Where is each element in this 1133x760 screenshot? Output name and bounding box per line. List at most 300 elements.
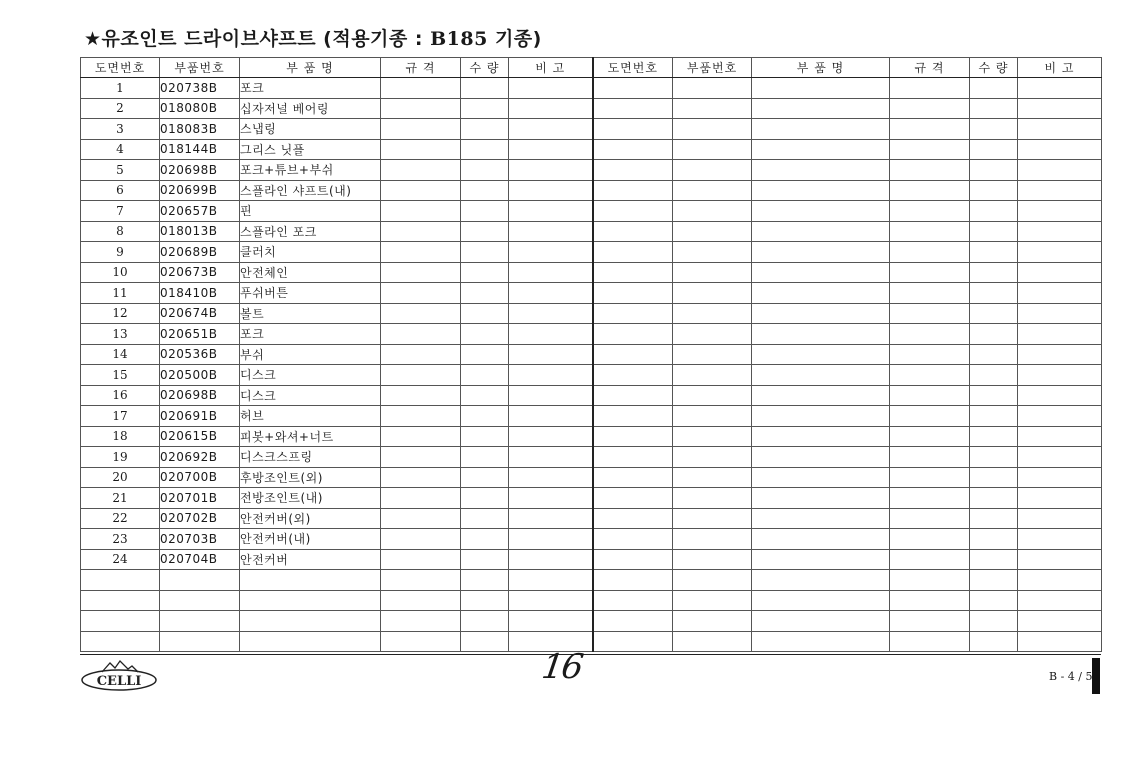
row-remarks — [509, 365, 593, 386]
row-spec-right — [890, 365, 970, 386]
row-part-name-right — [752, 467, 890, 488]
header-drawing-no: 도면번호 — [81, 58, 160, 78]
row-part-no: 020673B — [160, 262, 240, 283]
row-part-name-right — [752, 426, 890, 447]
table-row — [81, 98, 1102, 119]
row-spec-right — [890, 344, 970, 365]
row-drawing-no-right — [593, 242, 673, 263]
row-drawing-no: 5 — [81, 160, 160, 181]
row-part-no — [160, 631, 240, 652]
row-part-no-right — [673, 631, 752, 652]
row-spec-right — [890, 262, 970, 283]
row-spec-right — [890, 488, 970, 509]
row-quantity — [461, 549, 509, 570]
row-remarks-right — [1018, 262, 1102, 283]
row-drawing-no: 3 — [81, 119, 160, 140]
row-remarks — [509, 570, 593, 591]
row-spec-right — [890, 611, 970, 632]
row-drawing-no: 4 — [81, 139, 160, 160]
row-drawing-no: 1 — [81, 78, 160, 99]
row-drawing-no-right — [593, 78, 673, 99]
row-part-name: 후방조인트(외) — [240, 467, 381, 488]
table-row — [81, 139, 1102, 160]
row-part-no-right — [673, 447, 752, 468]
row-quantity — [461, 139, 509, 160]
row-remarks — [509, 262, 593, 283]
row-part-name: 디스크 — [240, 385, 381, 406]
row-remarks-right — [1018, 385, 1102, 406]
row-part-no — [160, 590, 240, 611]
row-part-no-right — [673, 508, 752, 529]
row-drawing-no-right — [593, 467, 673, 488]
row-drawing-no: 6 — [81, 180, 160, 201]
title-suffix: 기종) — [487, 28, 542, 50]
header-quantity-right: 수 량 — [970, 58, 1018, 78]
row-drawing-no-right — [593, 98, 673, 119]
row-remarks — [509, 242, 593, 263]
row-remarks — [509, 221, 593, 242]
row-quantity-right — [970, 262, 1018, 283]
row-part-name: 클러치 — [240, 242, 381, 263]
row-drawing-no-right — [593, 611, 673, 632]
row-spec-right — [890, 529, 970, 550]
row-spec — [381, 467, 461, 488]
row-remarks — [509, 283, 593, 304]
row-spec — [381, 180, 461, 201]
row-part-name-right — [752, 283, 890, 304]
row-spec — [381, 488, 461, 509]
row-remarks-right — [1018, 447, 1102, 468]
row-quantity-right — [970, 406, 1018, 427]
row-part-name-right — [752, 221, 890, 242]
page-reference: B - 4 / 5 — [1049, 670, 1093, 683]
row-spec — [381, 283, 461, 304]
row-part-name: 스플라인 샤프트(내) — [240, 180, 381, 201]
row-remarks-right — [1018, 139, 1102, 160]
row-remarks — [509, 119, 593, 140]
header-part-no: 부품번호 — [160, 58, 240, 78]
row-part-no-right — [673, 385, 752, 406]
row-part-no-right — [673, 201, 752, 222]
row-part-no: 020651B — [160, 324, 240, 345]
row-drawing-no-right — [593, 201, 673, 222]
row-remarks-right — [1018, 283, 1102, 304]
row-quantity-right — [970, 221, 1018, 242]
header-part-name-right: 부 품 명 — [752, 58, 890, 78]
row-part-name-right — [752, 570, 890, 591]
row-part-name — [240, 611, 381, 632]
row-quantity — [461, 426, 509, 447]
row-remarks — [509, 139, 593, 160]
row-part-name: 핀 — [240, 201, 381, 222]
row-drawing-no: 23 — [81, 529, 160, 550]
row-spec-right — [890, 549, 970, 570]
row-drawing-no-right — [593, 303, 673, 324]
row-part-no-right — [673, 549, 752, 570]
row-spec — [381, 611, 461, 632]
row-drawing-no: 20 — [81, 467, 160, 488]
row-spec-right — [890, 78, 970, 99]
row-spec-right — [890, 570, 970, 591]
row-remarks-right — [1018, 221, 1102, 242]
row-part-no-right — [673, 119, 752, 140]
row-part-no-right — [673, 78, 752, 99]
row-remarks-right — [1018, 365, 1102, 386]
row-part-no: 018080B — [160, 98, 240, 119]
row-part-name: 안전커버(외) — [240, 508, 381, 529]
row-quantity — [461, 385, 509, 406]
table-row — [81, 549, 1102, 570]
row-remarks-right — [1018, 406, 1102, 427]
row-remarks — [509, 426, 593, 447]
row-remarks — [509, 201, 593, 222]
row-part-no: 020698B — [160, 160, 240, 181]
row-drawing-no: 13 — [81, 324, 160, 345]
row-remarks — [509, 180, 593, 201]
row-quantity — [461, 242, 509, 263]
row-spec-right — [890, 221, 970, 242]
table-row — [81, 283, 1102, 304]
row-quantity-right — [970, 242, 1018, 263]
table-row — [81, 119, 1102, 140]
row-drawing-no-right — [593, 549, 673, 570]
row-remarks-right — [1018, 508, 1102, 529]
row-part-no-right — [673, 283, 752, 304]
row-drawing-no — [81, 631, 160, 652]
row-spec — [381, 242, 461, 263]
table-row — [81, 426, 1102, 447]
table-row — [81, 488, 1102, 509]
row-part-no-right — [673, 406, 752, 427]
row-drawing-no-right — [593, 283, 673, 304]
row-remarks-right — [1018, 324, 1102, 345]
row-quantity-right — [970, 631, 1018, 652]
row-part-name-right — [752, 488, 890, 509]
table-row — [81, 406, 1102, 427]
handwritten-page-number: 16 — [539, 647, 585, 687]
row-part-name-right — [752, 303, 890, 324]
row-part-no: 020674B — [160, 303, 240, 324]
row-part-name: 안전커버(내) — [240, 529, 381, 550]
row-spec — [381, 201, 461, 222]
row-spec — [381, 447, 461, 468]
row-quantity-right — [970, 180, 1018, 201]
row-spec-right — [890, 303, 970, 324]
table-row — [81, 570, 1102, 591]
row-quantity — [461, 611, 509, 632]
parts-table — [80, 57, 1102, 652]
row-part-name-right — [752, 631, 890, 652]
row-quantity-right — [970, 201, 1018, 222]
row-quantity — [461, 221, 509, 242]
row-drawing-no: 15 — [81, 365, 160, 386]
table-row — [81, 508, 1102, 529]
row-quantity — [461, 406, 509, 427]
header-spec: 규 격 — [381, 58, 461, 78]
row-quantity-right — [970, 119, 1018, 140]
row-quantity — [461, 631, 509, 652]
row-part-name-right — [752, 262, 890, 283]
table-row — [81, 590, 1102, 611]
row-drawing-no: 10 — [81, 262, 160, 283]
row-part-name: 디스크 — [240, 365, 381, 386]
row-drawing-no-right — [593, 221, 673, 242]
row-remarks — [509, 488, 593, 509]
row-remarks-right — [1018, 570, 1102, 591]
table-row — [81, 160, 1102, 181]
row-spec-right — [890, 180, 970, 201]
row-quantity-right — [970, 344, 1018, 365]
row-spec — [381, 631, 461, 652]
row-spec-right — [890, 508, 970, 529]
row-spec-right — [890, 590, 970, 611]
row-quantity-right — [970, 529, 1018, 550]
row-drawing-no: 9 — [81, 242, 160, 263]
row-drawing-no — [81, 590, 160, 611]
row-part-name: 포크 — [240, 324, 381, 345]
row-spec — [381, 529, 461, 550]
row-spec-right — [890, 201, 970, 222]
row-remarks-right — [1018, 344, 1102, 365]
row-remarks — [509, 549, 593, 570]
row-drawing-no-right — [593, 385, 673, 406]
row-part-name: 푸쉬버튼 — [240, 283, 381, 304]
row-part-no: 020691B — [160, 406, 240, 427]
row-quantity-right — [970, 139, 1018, 160]
row-part-no: 020701B — [160, 488, 240, 509]
row-drawing-no-right — [593, 488, 673, 509]
row-part-name — [240, 570, 381, 591]
row-spec — [381, 406, 461, 427]
row-spec — [381, 549, 461, 570]
row-drawing-no-right — [593, 160, 673, 181]
table-row — [81, 344, 1102, 365]
row-drawing-no: 7 — [81, 201, 160, 222]
row-remarks — [509, 611, 593, 632]
row-drawing-no-right — [593, 590, 673, 611]
row-spec — [381, 365, 461, 386]
row-quantity — [461, 78, 509, 99]
row-remarks — [509, 447, 593, 468]
row-remarks-right — [1018, 467, 1102, 488]
row-part-no — [160, 570, 240, 591]
row-drawing-no-right — [593, 344, 673, 365]
row-quantity — [461, 201, 509, 222]
row-part-no-right — [673, 180, 752, 201]
row-spec — [381, 139, 461, 160]
row-part-name: 디스크스프링 — [240, 447, 381, 468]
table-row — [81, 631, 1102, 652]
title-model: B185 — [430, 28, 488, 50]
table-row — [81, 201, 1102, 222]
row-remarks-right — [1018, 160, 1102, 181]
row-part-name: 볼트 — [240, 303, 381, 324]
row-remarks-right — [1018, 488, 1102, 509]
row-drawing-no: 16 — [81, 385, 160, 406]
row-drawing-no: 11 — [81, 283, 160, 304]
row-spec — [381, 508, 461, 529]
row-drawing-no-right — [593, 365, 673, 386]
row-quantity — [461, 283, 509, 304]
row-quantity — [461, 508, 509, 529]
header-part-no-right: 부품번호 — [673, 58, 752, 78]
row-remarks — [509, 467, 593, 488]
row-drawing-no-right — [593, 139, 673, 160]
row-quantity-right — [970, 570, 1018, 591]
row-remarks — [509, 385, 593, 406]
table-row — [81, 324, 1102, 345]
row-part-name-right — [752, 160, 890, 181]
row-quantity-right — [970, 365, 1018, 386]
row-part-no-right — [673, 324, 752, 345]
row-spec-right — [890, 447, 970, 468]
row-spec-right — [890, 98, 970, 119]
row-part-name-right — [752, 508, 890, 529]
row-spec-right — [890, 426, 970, 447]
row-remarks-right — [1018, 426, 1102, 447]
row-remarks — [509, 78, 593, 99]
row-spec — [381, 324, 461, 345]
table-row — [81, 365, 1102, 386]
row-drawing-no: 8 — [81, 221, 160, 242]
row-drawing-no-right — [593, 508, 673, 529]
row-drawing-no-right — [593, 406, 673, 427]
row-part-name-right — [752, 180, 890, 201]
row-quantity — [461, 119, 509, 140]
row-part-no-right — [673, 426, 752, 447]
row-quantity — [461, 262, 509, 283]
row-quantity-right — [970, 447, 1018, 468]
row-remarks-right — [1018, 242, 1102, 263]
row-quantity-right — [970, 283, 1018, 304]
row-spec-right — [890, 467, 970, 488]
row-part-name: 부쉬 — [240, 344, 381, 365]
row-spec-right — [890, 324, 970, 345]
row-quantity — [461, 590, 509, 611]
row-part-name-right — [752, 119, 890, 140]
row-part-name-right — [752, 242, 890, 263]
row-part-no-right — [673, 611, 752, 632]
row-part-name: 포크 — [240, 78, 381, 99]
header-spec-right: 규 격 — [890, 58, 970, 78]
row-drawing-no: 14 — [81, 344, 160, 365]
row-spec-right — [890, 406, 970, 427]
row-remarks-right — [1018, 303, 1102, 324]
row-remarks — [509, 344, 593, 365]
row-part-name: 안전커버 — [240, 549, 381, 570]
row-drawing-no-right — [593, 447, 673, 468]
row-quantity — [461, 488, 509, 509]
row-part-no: 020738B — [160, 78, 240, 99]
row-quantity — [461, 160, 509, 181]
row-remarks-right — [1018, 201, 1102, 222]
row-part-no-right — [673, 529, 752, 550]
row-drawing-no: 12 — [81, 303, 160, 324]
row-drawing-no: 22 — [81, 508, 160, 529]
row-part-no-right — [673, 570, 752, 591]
table-row — [81, 221, 1102, 242]
row-spec — [381, 98, 461, 119]
row-part-name: 스플라인 포크 — [240, 221, 381, 242]
row-part-no: 020692B — [160, 447, 240, 468]
row-part-name: 안전체인 — [240, 262, 381, 283]
row-quantity-right — [970, 549, 1018, 570]
header-quantity: 수 량 — [461, 58, 509, 78]
row-part-no: 020689B — [160, 242, 240, 263]
row-part-name-right — [752, 324, 890, 345]
row-drawing-no-right — [593, 570, 673, 591]
row-quantity — [461, 529, 509, 550]
row-quantity — [461, 365, 509, 386]
row-spec — [381, 221, 461, 242]
row-spec-right — [890, 119, 970, 140]
row-remarks — [509, 303, 593, 324]
row-part-no: 018083B — [160, 119, 240, 140]
row-quantity — [461, 467, 509, 488]
row-part-no: 018013B — [160, 221, 240, 242]
row-part-no-right — [673, 590, 752, 611]
header-remarks-right: 비 고 — [1018, 58, 1102, 78]
row-remarks — [509, 98, 593, 119]
row-quantity-right — [970, 488, 1018, 509]
row-spec — [381, 78, 461, 99]
logo-text: CELLI — [96, 674, 142, 689]
row-quantity — [461, 447, 509, 468]
row-part-name: 피봇+와셔+너트 — [240, 426, 381, 447]
row-quantity — [461, 303, 509, 324]
table-row — [81, 303, 1102, 324]
row-drawing-no-right — [593, 262, 673, 283]
row-part-no-right — [673, 98, 752, 119]
row-spec-right — [890, 283, 970, 304]
row-remarks — [509, 324, 593, 345]
row-remarks-right — [1018, 529, 1102, 550]
row-quantity-right — [970, 78, 1018, 99]
footer-rule — [80, 654, 1101, 655]
row-drawing-no-right — [593, 631, 673, 652]
table-row — [81, 78, 1102, 99]
row-quantity-right — [970, 98, 1018, 119]
row-part-name-right — [752, 78, 890, 99]
row-part-name-right — [752, 139, 890, 160]
row-part-name-right — [752, 344, 890, 365]
row-part-no: 020698B — [160, 385, 240, 406]
row-part-name-right — [752, 385, 890, 406]
row-part-name-right — [752, 98, 890, 119]
row-part-no: 020704B — [160, 549, 240, 570]
row-quantity — [461, 344, 509, 365]
row-drawing-no-right — [593, 180, 673, 201]
row-drawing-no: 18 — [81, 426, 160, 447]
row-part-name-right — [752, 549, 890, 570]
table-row — [81, 385, 1102, 406]
row-drawing-no-right — [593, 529, 673, 550]
row-spec — [381, 119, 461, 140]
table-row — [81, 467, 1102, 488]
row-part-no-right — [673, 242, 752, 263]
row-part-no: 020536B — [160, 344, 240, 365]
row-remarks-right — [1018, 590, 1102, 611]
row-part-no-right — [673, 344, 752, 365]
title-prefix: ★유조인트 드라이브샤프트 (적용기종 : — [84, 28, 431, 50]
row-quantity-right — [970, 385, 1018, 406]
row-part-name: 허브 — [240, 406, 381, 427]
table-row — [81, 262, 1102, 283]
row-spec — [381, 385, 461, 406]
row-drawing-no: 2 — [81, 98, 160, 119]
table-row — [81, 529, 1102, 550]
header-part-name: 부 품 명 — [240, 58, 381, 78]
